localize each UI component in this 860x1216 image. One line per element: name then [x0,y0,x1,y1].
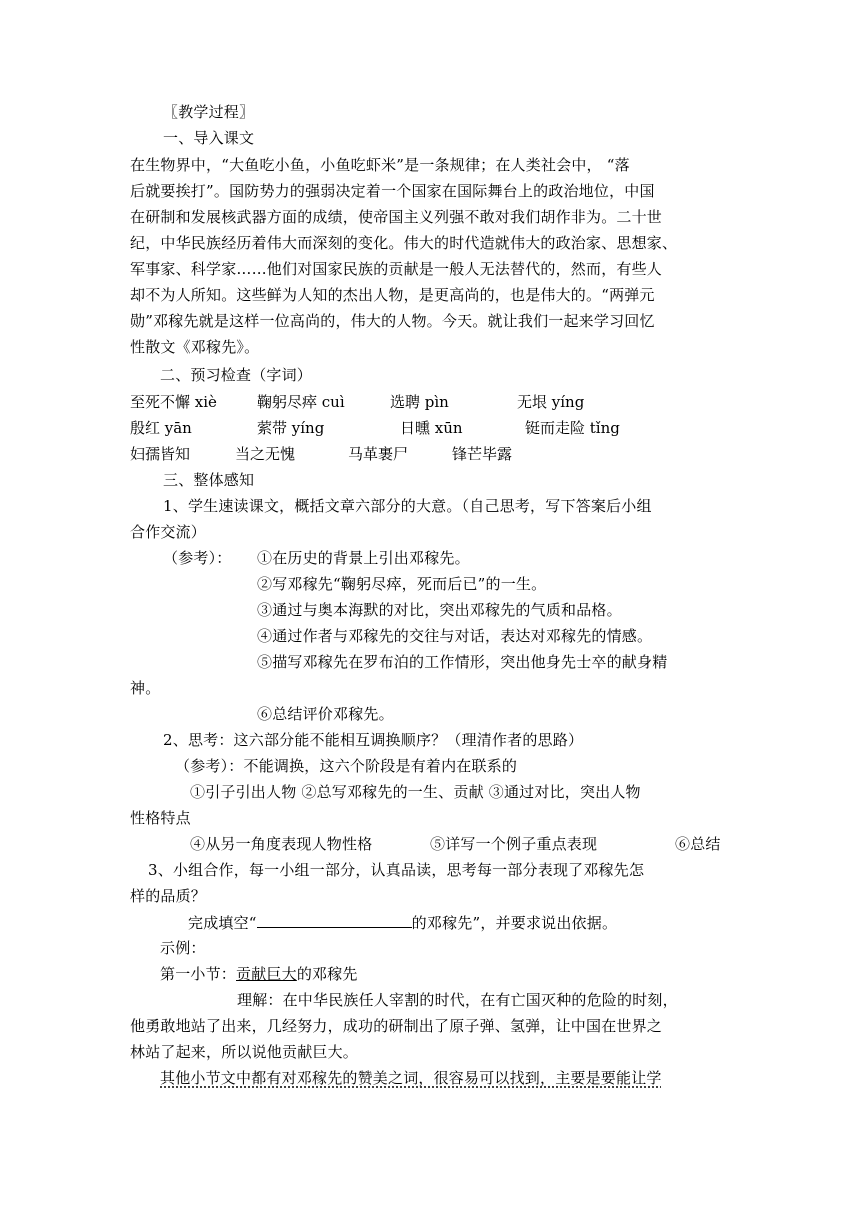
explanation-line: 他勇敢地站了出来，几经努力，成功的研制出了原子弹、氢弹，让中国在世界之 [130,1017,663,1035]
reference-item: ⑥总结评价邓稼先。 [257,705,394,723]
example-label: 示例： [160,939,206,957]
vocab-item: 选聘 pìn [390,393,449,411]
question-2-reference: （参考）：不能调换，这六个阶段是有着内在联系的 [175,757,518,775]
question-2-points: ①引子引出人物 ②总写邓稼先的一生、贡献 ③通过对比，突出人物 [190,783,641,801]
vocab-item: 当之无愧 [235,445,296,463]
paragraph-line: 却不为人所知。这些鲜为人知的杰出人物，是更高尚的，也是伟大的。“两弹元 [130,286,655,304]
vocab-item: 至死不懈 xiè [130,393,217,411]
reference-item: ③通过与奥本海默的对比，突出邓稼先的气质和品格。 [257,601,622,619]
vocab-item: 萦带 yíng [257,419,325,437]
reference-item: ⑤描写邓稼先在罗布泊的工作情形，突出他身先士卒的献身精 [257,653,668,671]
paragraph-line: 军事家、科学家……他们对国家民族的贡献是一般人无法替代的，然而，有些人 [130,260,663,278]
vocab-item: 鞠躬尽瘁 cuì [257,393,345,411]
question-2-point: ⑥总结 [675,835,721,853]
question-2-point: ④从另一角度表现人物性格 [190,835,373,853]
vocab-item: 殷红 yān [130,419,192,437]
vocab-item: 锋芒毕露 [452,445,513,463]
reference-item: ①在历史的背景上引出邓稼先。 [257,549,470,567]
question-2: 2、思考：这六部分能不能相互调换顺序？（理清作者的思路） [163,731,584,749]
example-section-suffix: 的邓稼先 [296,965,358,983]
question-2-point: ⑤详写一个例子重点表现 [430,835,598,853]
paragraph-line: 性散文《邓稼先》。 [130,338,260,356]
reference-item: ④通过作者与邓稼先的交往与对话，表达对邓稼先的情感。 [257,627,653,645]
part3-heading: 三、整体感知 [163,471,255,489]
paragraph-line: 后就要挨打”。国防势力的强弱决定着一个国家在国际舞台上的政治地位，中国 [130,182,655,200]
fill-prefix: 完成填空“ [188,914,257,932]
paragraph-line: 在生物界中，“大鱼吃小鱼，小鱼吃虾米”是一条规律；在人类社会中， “落 [130,156,630,174]
question-1-cont: 合作交流） [130,523,207,541]
fill-blank [257,911,412,928]
example-section [160,963,358,985]
fill-in-prompt [188,911,617,934]
vocab-item: 无垠 yíng [517,393,585,411]
paragraph-line: 纪，中华民族经历着伟大而深刻的变化。伟大的时代造就伟大的政治家、思想家、 [130,234,678,252]
question-1: 1、学生速读课文，概括文章六部分的大意。（自己思考，写下答案后小组 [163,497,652,515]
reference-item: ②写邓稼先“鞠躬尽瘁，死而后已”的一生。 [257,575,547,593]
question-3-cont: 样的品质？ [130,887,207,905]
question-3: 3、小组合作，每一小组一部分，认真品读，思考每一部分表现了邓稼先怎 [148,861,645,879]
reference-item: 神。 [130,679,161,697]
question-2-points-cont: 性格特点 [130,809,191,827]
vocab-item: 妇孺皆知 [130,445,191,463]
paragraph-line: 在研制和发展核武器方面的成绩，使帝国主义列强不敢对我们胡作非为。二十世 [130,208,663,226]
explanation-line: 理解：在中华民族任人宰割的时代，在有亡国灭种的危险的时刻， [237,991,678,1009]
section-title: 〖教学过程〗 [163,103,255,121]
part1-heading: 一、导入课文 [163,129,255,147]
vocab-item: 马革裹尸 [348,445,409,463]
fill-suffix: 的邓稼先”，并要求说出依据。 [411,914,618,932]
vocab-item: 铤而走险 tǐng [525,419,620,437]
example-keyword: 贡献巨大 [236,965,297,983]
reference-label: （参考）： [163,549,232,567]
vocab-item: 日曛 xūn [400,419,463,437]
closing-line: 其他小节文中都有对邓稼先的赞美之词，很容易可以找到，主要是要能让学 [160,1069,662,1087]
example-section-prefix: 第一小节： [160,965,237,983]
part2-heading: 二、预习检查（字词） [160,366,313,384]
paragraph-line: 勋”邓稼先就是这样一位高尚的，伟大的人物。今天。就让我们一起来学习回忆 [130,312,655,330]
explanation-line: 林站了起来，所以说他贡献巨大。 [130,1043,359,1061]
